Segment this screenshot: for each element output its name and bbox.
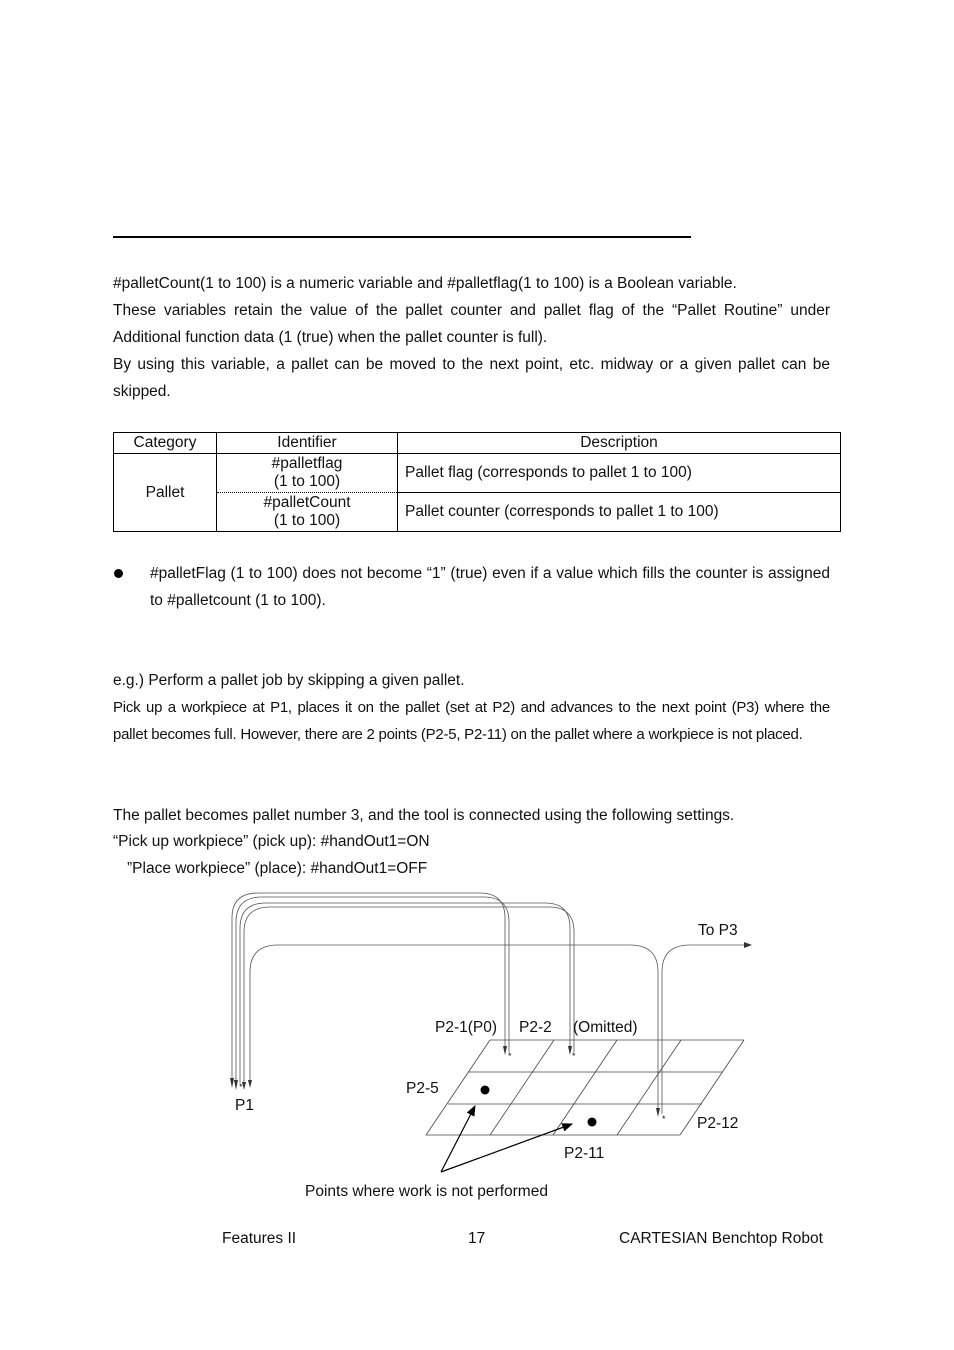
pallet-path-diagram: [0, 880, 954, 1210]
p2-2-label: P2-2: [519, 1019, 552, 1036]
identifier-range: (1 to 100): [273, 512, 341, 529]
place-setting: ”Place workpiece” (place): #handOut1=OFF: [127, 860, 428, 877]
p2-1-label: P2-1(P0): [435, 1019, 498, 1036]
variable-table: [113, 432, 841, 532]
pickup-setting: “Pick up workpiece” (pick up): #handOut1=ON: [113, 833, 430, 850]
svg-text:*: *: [572, 1051, 576, 1061]
example-description: Pick up a workpiece at P1, places it on the pallet (set at P2) and advances to the next point (P3) where the pallet becomes full. However, there are 2 points (P2-5, P2-11) on the pallet where a workpiece is not placed.: [113, 699, 830, 743]
footer-product: CARTESIAN Benchtop Robot: [619, 1230, 823, 1247]
category-cell: Pallet: [114, 454, 217, 532]
header-identifier: Identifier: [217, 433, 398, 454]
table-header-row: [114, 433, 841, 454]
example-title: e.g.) Perform a pallet job by skipping a given pallet.: [113, 672, 465, 689]
identifier-name: #palletflag: [271, 455, 343, 472]
description-cell: Pallet flag (corresponds to pallet 1 to 100): [398, 454, 841, 493]
identifier-name: #palletCount: [263, 494, 351, 511]
intro-paragraph-3: By using this variable, a pallet can be moved to the next point, etc. midway or a given pallet can be skipped.: [113, 356, 830, 400]
svg-text:*: *: [662, 1114, 666, 1124]
p1-label: P1: [235, 1097, 254, 1114]
to-p3-label: To P3: [698, 922, 738, 939]
svg-text:*: *: [508, 1051, 512, 1061]
identifier-range: (1 to 100): [273, 473, 341, 490]
note-bullet: [113, 560, 830, 614]
intro-line-1: #palletCount(1 to 100) is a numeric variable and #palletflag(1 to 100) is a Boolean variable.: [113, 275, 737, 292]
description-cell: Pallet counter (corresponds to pallet 1 to 100): [398, 493, 841, 532]
p2-12-label: P2-12: [697, 1115, 739, 1132]
svg-text:*: *: [239, 1082, 243, 1092]
note-text: #palletFlag (1 to 100) does not become “1” (true) even if a value which fills the counter is assigned to #palletcount (1 to 100).: [150, 565, 830, 609]
table-row: [114, 493, 841, 532]
header-description: Description: [398, 433, 841, 454]
identifier-cell: [217, 493, 398, 532]
section-rule: [113, 236, 691, 238]
p2-5-label: P2-5: [406, 1080, 439, 1097]
p2-11-label: P2-11: [564, 1145, 605, 1162]
callout-arrows: [441, 1106, 572, 1172]
skipped-point-p2-5: [481, 1086, 490, 1095]
settings-intro: The pallet becomes pallet number 3, and the tool is connected using the following settings.: [113, 807, 735, 824]
diagram-caption: Points where work is not performed: [305, 1183, 548, 1200]
omitted-label: (Omitted): [573, 1019, 638, 1036]
identifier-cell: [217, 454, 398, 493]
page-number: 17: [468, 1230, 486, 1247]
table-row: [114, 454, 841, 493]
travel-paths: [232, 893, 744, 1114]
intro-paragraph-2: These variables retain the value of the pallet counter and pallet flag of the “Pallet Routine” under Additional function data (1 (true) when the pallet counter is full).: [113, 302, 830, 346]
header-category: Category: [114, 433, 217, 454]
bullet-dot-icon: [114, 569, 123, 578]
footer-section: Features II: [222, 1230, 297, 1247]
skipped-point-p2-11: [588, 1118, 597, 1127]
